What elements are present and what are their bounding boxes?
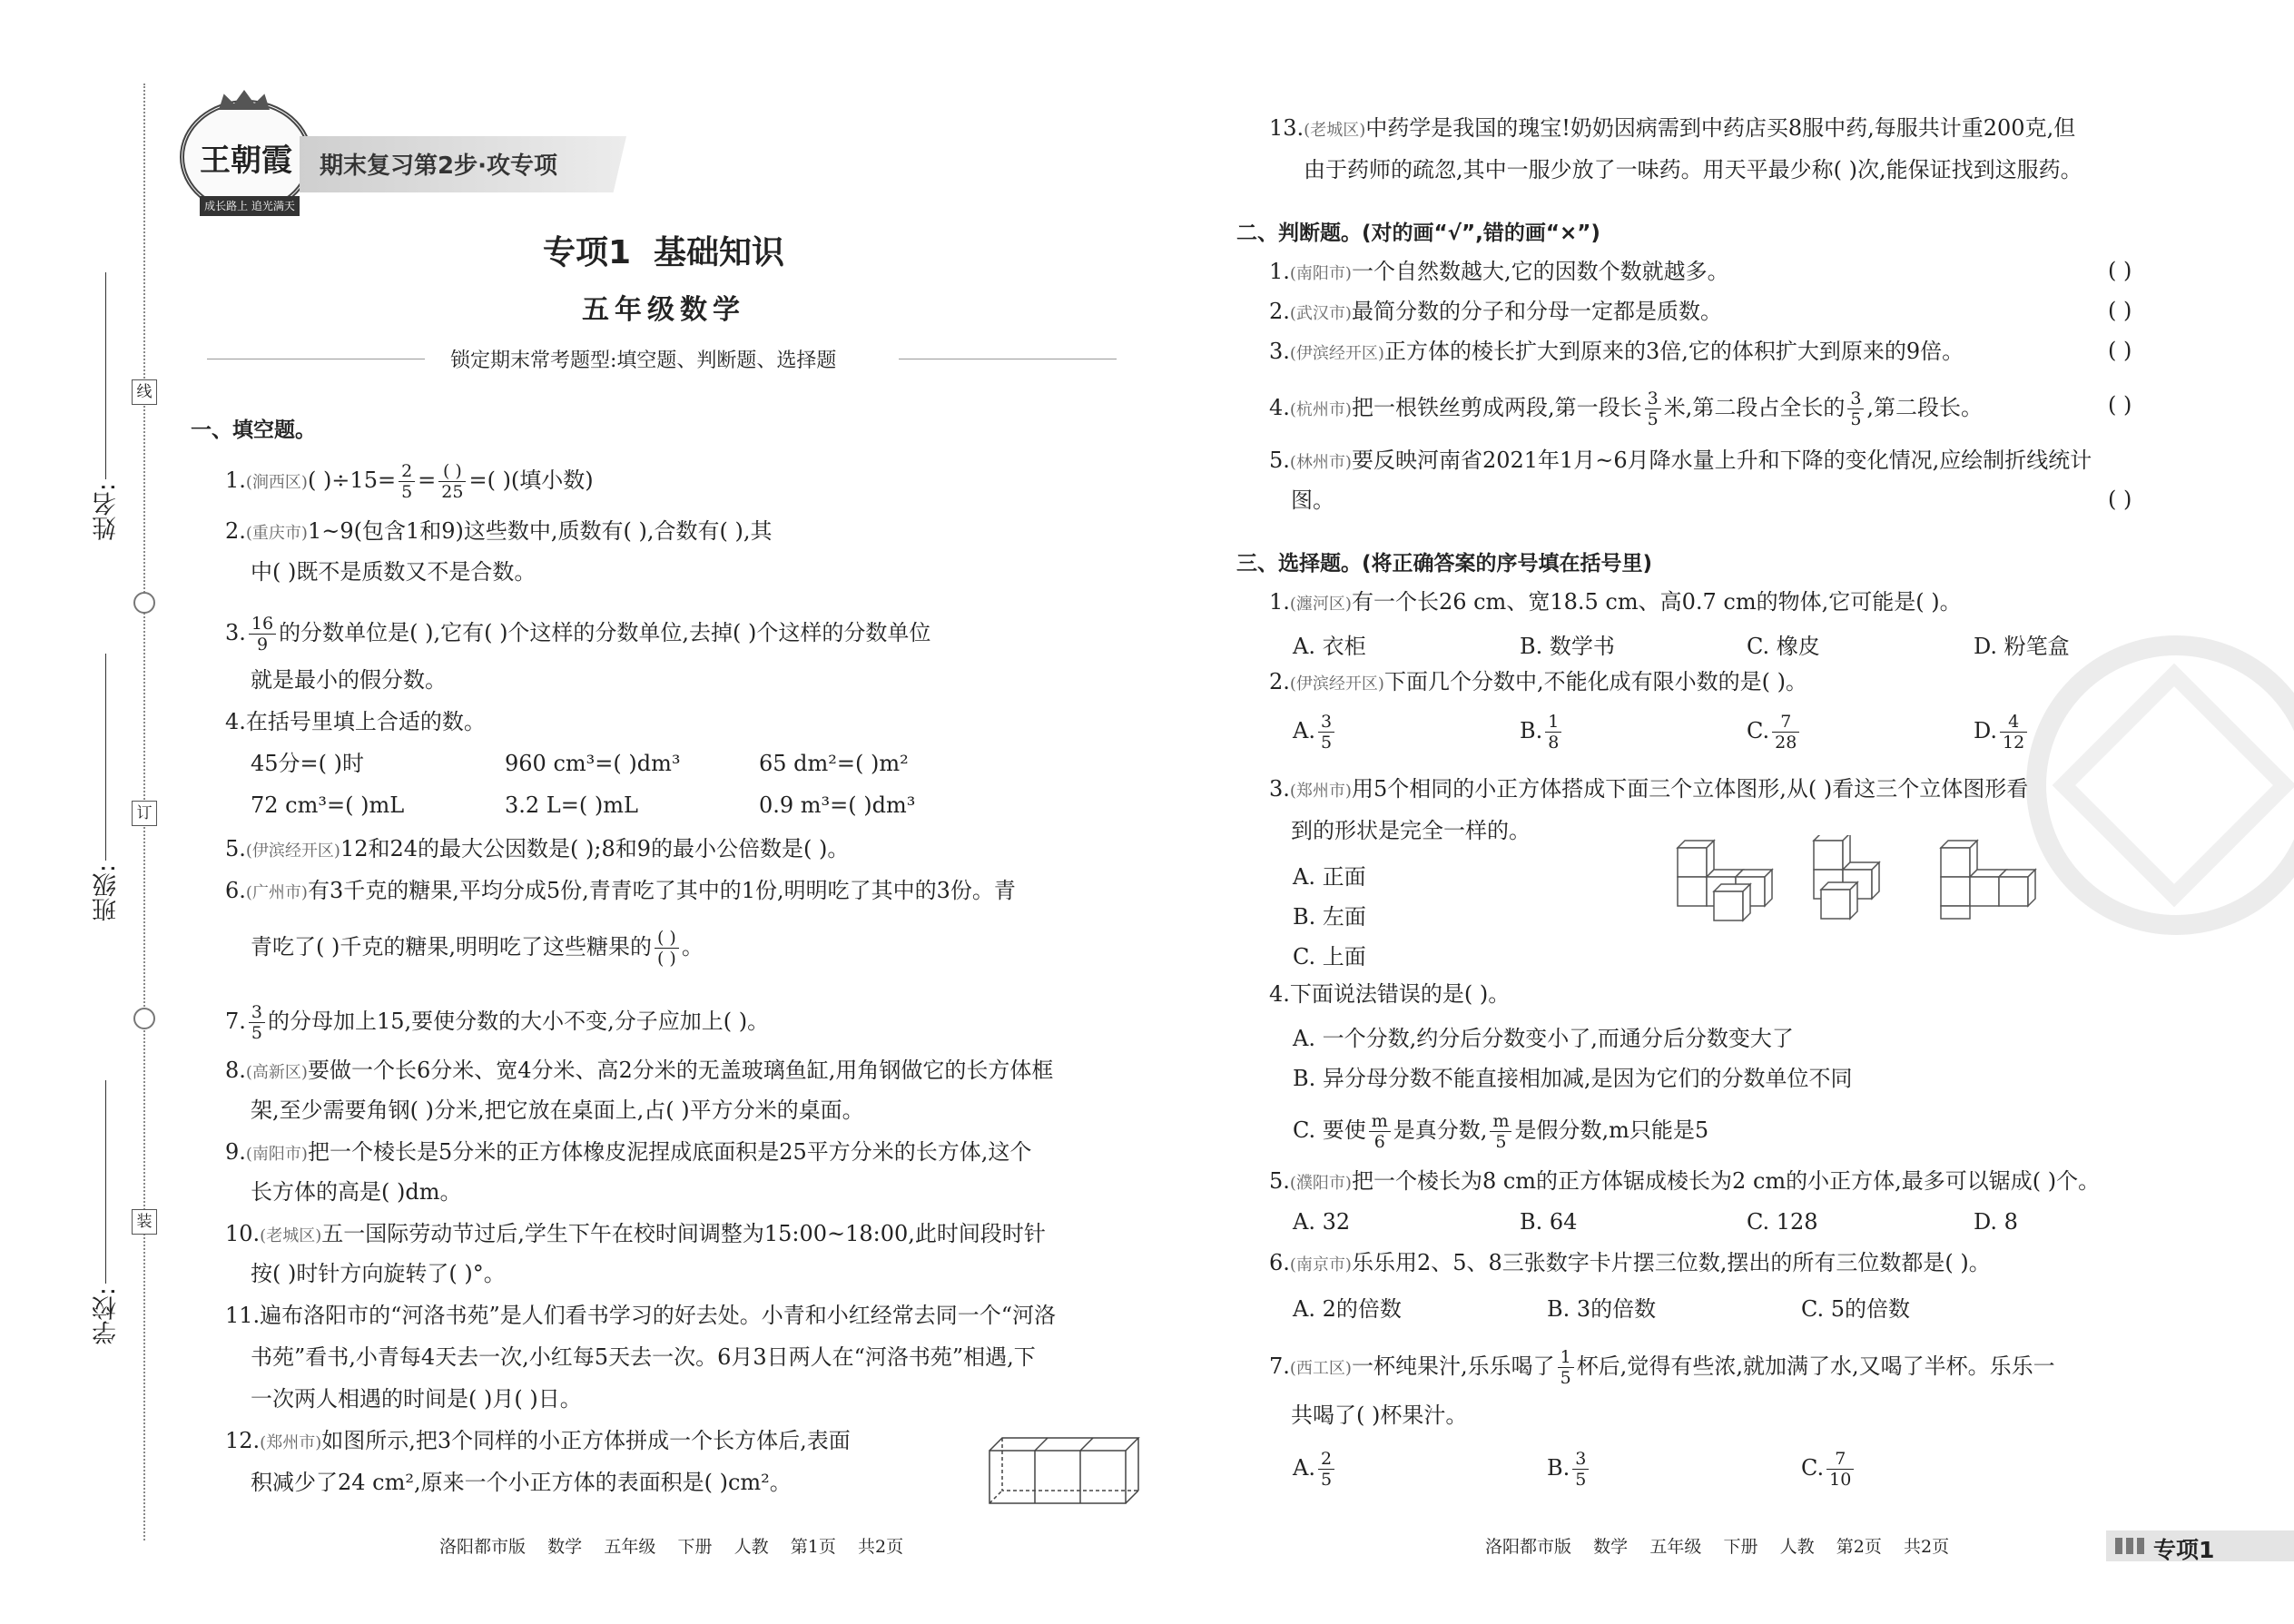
choice-1-b[interactable]: B. 数学书 [1520, 634, 1615, 659]
choice-2: 2.(伊滨经开区)下面几个分数中,不能化成有限小数的是( )。 [1269, 669, 1807, 694]
question-4: 4.在括号里填上合适的数。 [225, 709, 486, 734]
question-3: 3. $\frac{16}{9}$ 的分数单位是( ),它有( )个这样的分数单位,去掉( )个这样的分数单位 [225, 614, 931, 655]
question-8-cont: 架,至少需要角钢( )分米,把它放在桌面上,占( )平方分米的桌面。 [251, 1097, 864, 1123]
choice-4-c[interactable]: C. 要使 $\frac{m}{6}$ 是真分数, $\frac{m}{5}$ 是假分数,m只能是5 [1293, 1111, 1709, 1152]
question-11-cont: 书苑”看书,小青每4天去一次,小红每5天去一次。6月3日两人在“河洛书苑”相遇,下 [251, 1344, 1036, 1370]
choice-3-a[interactable]: A. 正面 [1293, 864, 1366, 890]
choice-5: 5.(濮阳市)把一个棱长为8 cm的正方体锯成棱长为2 cm的小正方体,最多可以锯成( )个。 [1269, 1168, 2101, 1194]
fraction: $\frac{2}{5}$ [399, 461, 415, 502]
binding-char-line: 线 [132, 379, 157, 405]
choice-5-c[interactable]: C. 128 [1747, 1209, 1818, 1235]
question-10-cont: 按( )时针方向旋转了( )°。 [251, 1261, 506, 1286]
footer-tag: 专项1 [2153, 1537, 2215, 1563]
section-judge-title: 二、判断题。(对的画“√”,错的画“×”) [1236, 221, 1600, 245]
binding-hole-icon [133, 1008, 155, 1029]
choice-2-c[interactable]: C. $\frac{7}{28}$ [1747, 712, 1802, 753]
question-9: 9.(南阳市)把一个棱长是5分米的正方体橡皮泥捏成底面积是25平方分米的长方体,这个 [225, 1139, 1032, 1165]
choice-3-b[interactable]: B. 左面 [1293, 904, 1366, 930]
choice-3: 3.(郑州市)用5个相同的小正方体搭成下面三个立体图形,从( )看这三个立体图形看 [1269, 776, 2029, 802]
question-6-cont: 青吃了( )千克的糖果,明明吃了这些糖果的 $\frac{( )}{( )}$ 。 [251, 928, 704, 969]
choice-6-a[interactable]: A. 2的倍数 [1293, 1296, 1402, 1322]
question-11-cont2: 一次两人相遇的时间是( )月( )日。 [251, 1386, 582, 1412]
choice-6-b[interactable]: B. 3的倍数 [1547, 1296, 1657, 1322]
question-12-cont: 积减少了24 cm²,原来一个小正方体的表面积是( )cm²。 [251, 1470, 792, 1495]
question-4-b: 960 cm³=( )dm³ [505, 751, 681, 776]
binding-hole-icon [133, 592, 155, 614]
choice-6: 6.(南京市)乐乐用2、5、8三张数字卡片摆三位数,摆出的所有三位数都是( )。 [1269, 1250, 1991, 1275]
judge-3: 3.(伊滨经开区)正方体的棱长扩大到原来的3倍,它的体积扩大到原来的9倍。 [1269, 339, 1964, 364]
question-4-a: 45分=( )时 [251, 751, 365, 776]
question-13-cont: 由于药师的疏忽,其中一服少放了一味药。用天平最少称( )次,能保证找到这服药。 [1304, 157, 2082, 182]
banner-text: 期末复习第2步·攻专项 [320, 153, 557, 180]
section-choice-title: 三、选择题。(将正确答案的序号填在括号里) [1236, 552, 1653, 576]
question-13: 13.(老城区)中药学是我国的瑰宝!奶奶因病需到中药店买8服中药,每服共计重200克,但 [1269, 115, 2076, 141]
choice-2-b[interactable]: B. $\frac{1}{8}$ [1520, 712, 1564, 753]
choice-5-d[interactable]: D. 8 [1974, 1209, 2018, 1235]
fraction: $\frac{16}{9}$ [249, 614, 276, 655]
question-4-f: 0.9 m³=( )dm³ [759, 792, 916, 818]
binding-char-order: 订 [132, 801, 157, 826]
question-11: 11.遍布洛阳市的“河洛书苑”是人们看书学习的好去处。小青和小红经常去同一个“河洛 [225, 1303, 1056, 1328]
choice-7-b[interactable]: B. $\frac{3}{5}$ [1547, 1449, 1591, 1490]
choice-7-c[interactable]: C. $\frac{7}{10}$ [1801, 1449, 1856, 1490]
choice-1-a[interactable]: A. 衣柜 [1293, 634, 1366, 659]
choice-3-cont: 到的形状是完全一样的。 [1291, 818, 1531, 843]
choice-1-c[interactable]: C. 橡皮 [1747, 634, 1820, 659]
question-2-cont: 中( )既不是质数又不是合数。 [251, 559, 537, 585]
name-label: 姓名: [93, 483, 121, 541]
question-7: 7. $\frac{3}{5}$ 的分母加上15,要使分数的大小不变,分子应加上( )。 [225, 1002, 770, 1043]
class-label: 班级: [93, 864, 121, 922]
binding-char-bind: 装 [132, 1209, 157, 1235]
section-fill-title: 一、填空题。 [191, 418, 316, 442]
question-6: 6.(广州市)有3千克的糖果,平均分成5份,青青吃了其中的1份,明明吃了其中的3份。青 [225, 878, 1016, 903]
judge-4: 4.(杭州市)把一根铁丝剪成两段,第一段长 $\frac{3}{5}$ 米,第二段占全长的 $\frac{3}{5}$ ,第二段长。 [1269, 389, 1984, 429]
question-8: 8.(高新区)要做一个长6分米、宽4分米、高2分米的无盖玻璃鱼缸,用角钢做它的长方体框 [225, 1058, 1054, 1083]
question-4-d: 72 cm³=( )mL [251, 792, 405, 818]
cuboid-figure [986, 1434, 1140, 1507]
question-3-cont: 就是最小的假分数。 [251, 667, 447, 693]
choice-3-c[interactable]: C. 上面 [1293, 944, 1366, 969]
cube-figures [1670, 835, 2070, 926]
fraction: $\frac{1}{5}$ [1558, 1347, 1574, 1388]
choice-2-a[interactable]: A. $\frac{3}{5}$ [1293, 712, 1337, 753]
judge-2: 2.(武汉市)最简分数的分子和分母一定都是质数。 [1269, 299, 1722, 324]
choice-7-cont: 共喝了( )杯果汁。 [1291, 1403, 1468, 1428]
answer-paren[interactable]: ( ) [2108, 487, 2132, 512]
question-5: 5.(伊滨经开区)12和24的最大公因数是( );8和9的最小公倍数是( )。 [225, 836, 850, 861]
question-9-cont: 长方体的高是( )dm。 [251, 1179, 462, 1205]
fraction: $\frac{( )}{25}$ [438, 461, 466, 502]
fraction: $\frac{3}{5}$ [249, 1002, 265, 1043]
question-2: 2.(重庆市)1~9(包含1和9)这些数中,质数有( ),合数有( ),其 [225, 518, 773, 544]
choice-2-d[interactable]: D. $\frac{4}{12}$ [1974, 712, 2030, 753]
judge-5-cont: 图。 [1291, 487, 1334, 513]
fraction: $\frac{3}{5}$ [1847, 389, 1864, 429]
fraction: $\frac{3}{5}$ [1645, 389, 1661, 429]
answer-paren[interactable]: ( ) [2108, 338, 2132, 363]
answer-paren[interactable]: ( ) [2108, 258, 2132, 283]
logo-ribbon: 成长路上 追光满天 [200, 196, 300, 216]
footer-right: 洛阳都市版 数学 五年级 下册 人教 第2页 共2页 [1485, 1537, 1950, 1557]
footer-tag-squares-icon [2115, 1538, 2146, 1554]
choice-1-d[interactable]: D. 粉笔盒 [1974, 634, 2070, 659]
subhead: 锁定期末常考题型:填空题、判断题、选择题 [450, 349, 837, 372]
school-field[interactable] [105, 1080, 106, 1284]
fraction: $\frac{( )}{( )}$ [655, 928, 679, 969]
choice-4: 4.下面说法错误的是( )。 [1269, 981, 1511, 1007]
choice-1: 1.(瀍河区)有一个长26 cm、宽18.5 cm、高0.7 cm的物体,它可能是( )。 [1269, 589, 1962, 615]
footer-left: 洛阳都市版 数学 五年级 下册 人教 第1页 共2页 [439, 1537, 904, 1557]
choice-5-b[interactable]: B. 64 [1520, 1209, 1578, 1235]
question-4-c: 65 dm²=( )m² [759, 751, 909, 776]
logo-text: 王朝霞 [200, 143, 292, 179]
choice-4-a[interactable]: A. 一个分数,约分后分数变小了,而通分后分数变大了 [1293, 1026, 1794, 1051]
choice-4-b[interactable]: B. 异分母分数不能直接相加减,是因为它们的分数单位不同 [1293, 1066, 1853, 1091]
school-label: 学校: [93, 1287, 121, 1345]
page-subtitle: 五年级数学 [582, 294, 745, 326]
choice-6-c[interactable]: C. 5的倍数 [1801, 1296, 1911, 1322]
choice-7: 7.(西工区)一杯纯果汁,乐乐喝了 $\frac{1}{5}$ 杯后,觉得有些浓,就加满了水,又喝了半杯。乐乐一 [1269, 1347, 2055, 1388]
question-12: 12.(郑州市)如图所示,把3个同样的小正方体拼成一个长方体后,表面 [225, 1428, 851, 1453]
answer-paren[interactable]: ( ) [2108, 392, 2132, 418]
question-10: 10.(老城区)五一国际劳动节过后,学生下午在校时间调整为15:00~18:00,此时间段时针 [225, 1221, 1046, 1246]
question-1: 1.(涧西区)( )÷15= $\frac{2}{5}$ = $\frac{( )}{25}$ =( )(填小数) [225, 461, 594, 502]
choice-5-a[interactable]: A. 32 [1293, 1209, 1351, 1235]
judge-5: 5.(林州市)要反映河南省2021年1月~6月降水量上升和下降的变化情况,应绘制折线统计 [1269, 448, 2092, 473]
judge-1: 1.(南阳市)一个自然数越大,它的因数个数就越多。 [1269, 259, 1729, 284]
class-field[interactable] [105, 654, 106, 861]
answer-paren[interactable]: ( ) [2108, 298, 2132, 323]
page-title: 专项1 基础知识 [542, 234, 785, 271]
logo-crown-icon [219, 90, 270, 110]
choice-7-a[interactable]: A. $\frac{2}{5}$ [1293, 1449, 1337, 1490]
question-4-e: 3.2 L=( )mL [505, 792, 638, 818]
